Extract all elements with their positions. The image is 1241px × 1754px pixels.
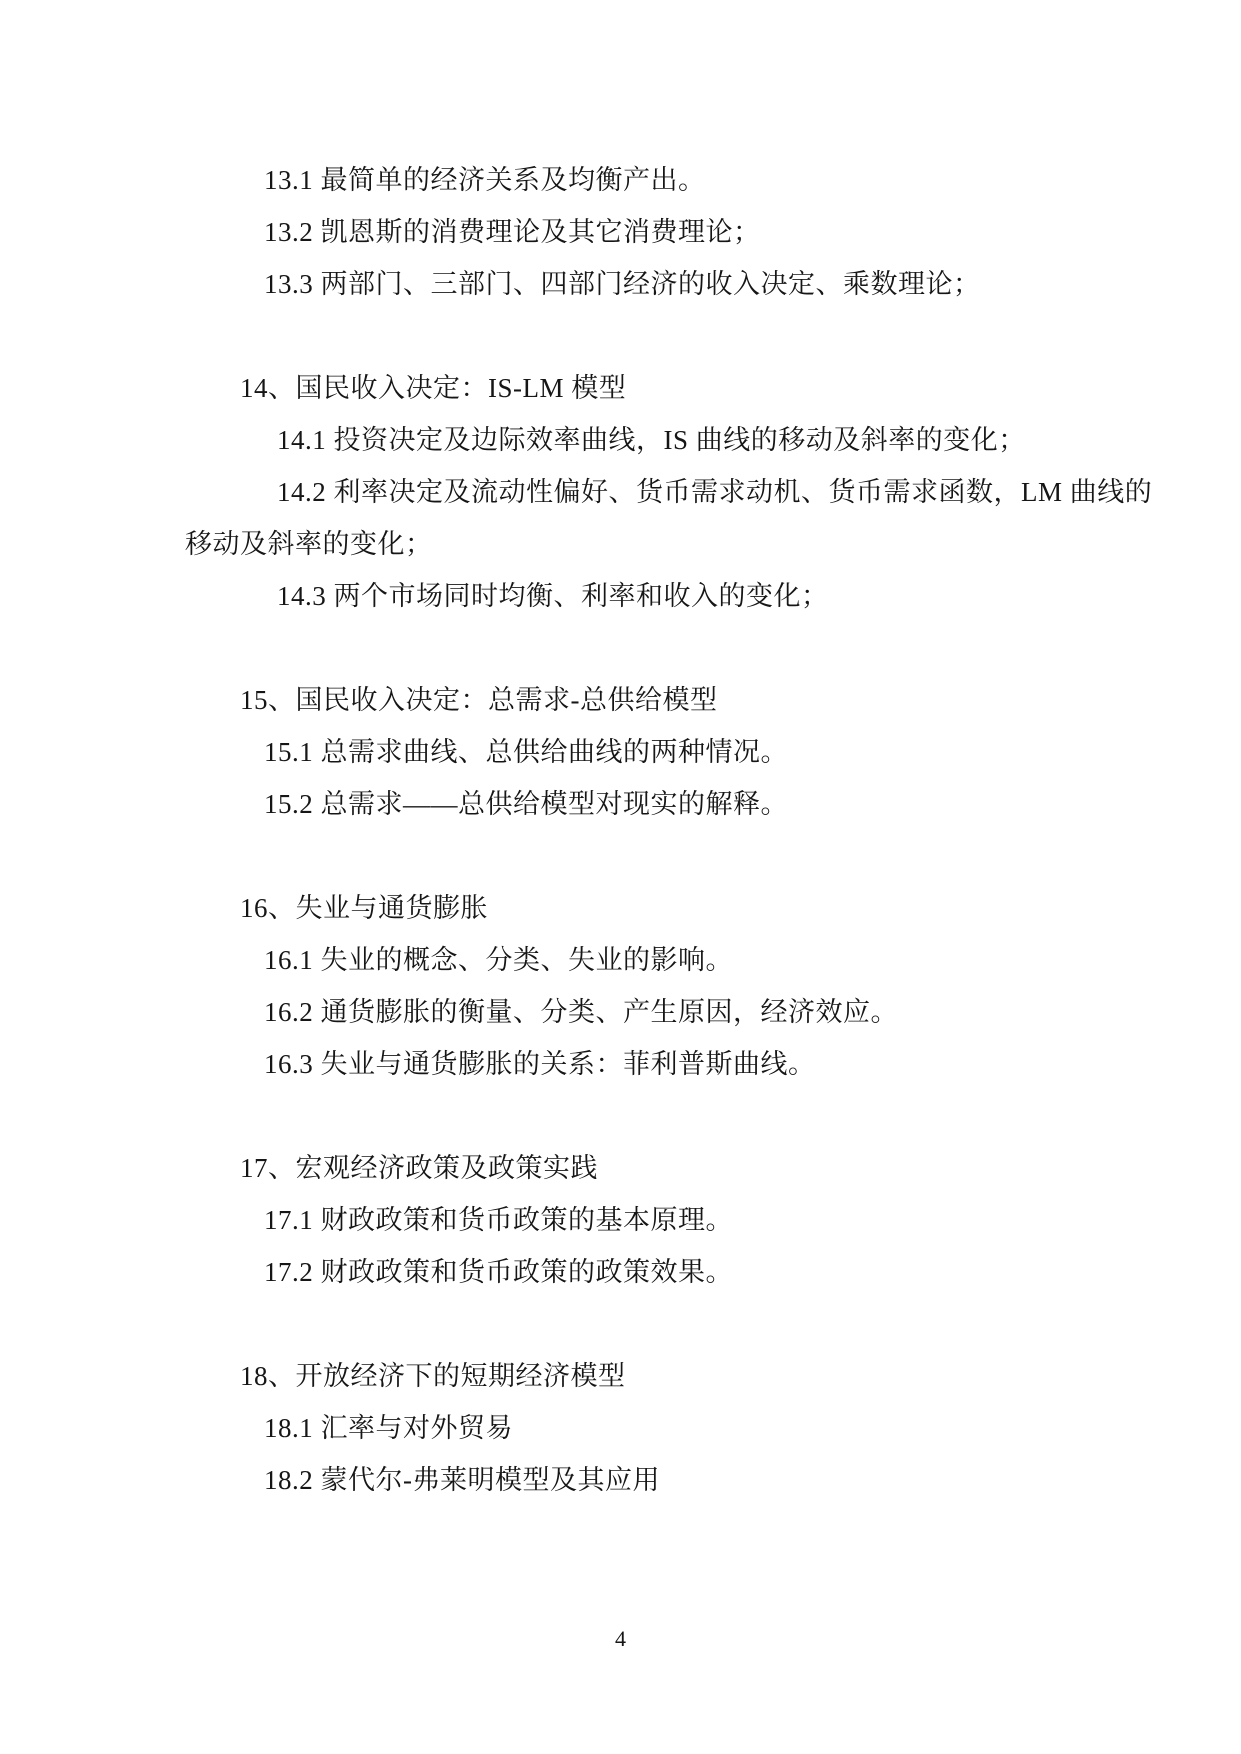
page-number: 4 <box>615 1626 626 1651</box>
section-gap <box>185 310 1078 362</box>
section-heading: 15、国民收入决定：总需求-总供给模型 <box>240 685 718 715</box>
outline-item: 18.2 蒙代尔-弗莱明模型及其应用 <box>264 1465 660 1495</box>
section-gap <box>185 1090 1078 1142</box>
outline-item: 13.3 两部门、三部门、四部门经济的收入决定、乘数理论； <box>264 269 981 299</box>
outline-section <box>185 362 1153 622</box>
section-heading: 17、宏观经济政策及政策实践 <box>240 1153 598 1183</box>
outline-item: 16.1 失业的概念、分类、失业的影响。 <box>264 945 733 975</box>
section-heading: 16、失业与通货膨胀 <box>240 893 488 923</box>
section-gap <box>185 622 1078 674</box>
outline-item: 14.2 利率决定及流动性偏好、货币需求动机、货币需求函数，LM 曲线的 <box>277 477 1153 507</box>
outline-item: 15.2 总需求——总供给模型对现实的解释。 <box>264 789 788 819</box>
outline-item-continuation: 移动及斜率的变化； <box>185 529 433 559</box>
outline-section <box>185 1350 1078 1506</box>
outline-item: 16.3 失业与通货膨胀的关系：菲利普斯曲线。 <box>264 1049 816 1079</box>
outline-item: 14.1 投资决定及边际效率曲线，IS 曲线的移动及斜率的变化； <box>277 425 1026 455</box>
outline-item: 13.2 凯恩斯的消费理论及其它消费理论； <box>264 217 761 247</box>
section-gap <box>185 830 1078 882</box>
section-heading: 18、开放经济下的短期经济模型 <box>240 1361 626 1391</box>
document-body <box>185 154 1153 1506</box>
outline-section <box>185 1142 1078 1298</box>
outline-item: 16.2 通货膨胀的衡量、分类、产生原因，经济效应。 <box>264 997 898 1027</box>
outline-item: 15.1 总需求曲线、总供给曲线的两种情况。 <box>264 737 788 767</box>
outline-item: 18.1 汇率与对外贸易 <box>264 1413 513 1443</box>
section-heading: 14、国民收入决定：IS-LM 模型 <box>240 373 627 403</box>
outline-item: 13.1 最简单的经济关系及均衡产出。 <box>264 165 706 195</box>
outline-section <box>185 882 1078 1090</box>
outline-section <box>185 154 1078 310</box>
outline-item: 17.2 财政政策和货币政策的政策效果。 <box>264 1257 733 1287</box>
outline-section <box>185 674 1078 830</box>
outline-item: 17.1 财政政策和货币政策的基本原理。 <box>264 1205 733 1235</box>
outline-item: 14.3 两个市场同时均衡、利率和收入的变化； <box>277 581 829 611</box>
section-gap <box>185 1298 1078 1350</box>
